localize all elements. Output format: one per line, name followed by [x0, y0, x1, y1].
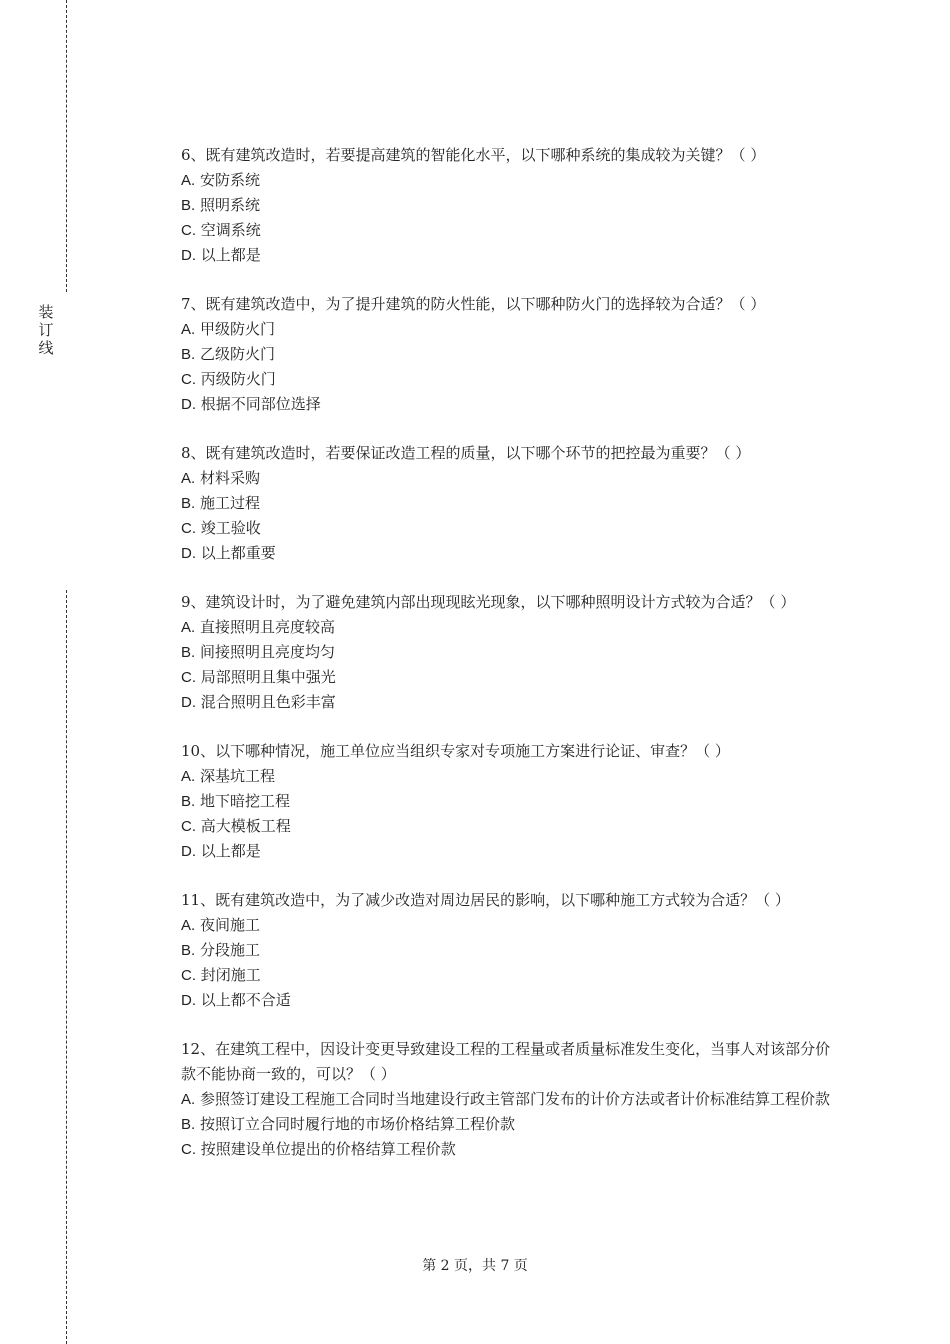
option-letter: C.	[181, 669, 196, 686]
option-text: 施工过程	[199, 494, 260, 512]
option-letter: C.	[181, 520, 196, 537]
option-text: 封闭施工	[200, 966, 261, 984]
question-block	[181, 590, 837, 715]
option-text: 根据不同部位选择	[200, 395, 321, 413]
answer-option	[181, 789, 837, 814]
option-letter: B.	[181, 197, 196, 214]
option-letter: A.	[181, 470, 196, 487]
question-block	[181, 441, 837, 566]
answer-option	[181, 317, 837, 342]
option-letter: B.	[181, 346, 196, 363]
answer-option	[181, 541, 837, 566]
option-text: 空调系统	[200, 221, 261, 239]
option-text: 竣工验收	[200, 519, 261, 537]
binding-label: 装订线	[38, 303, 54, 357]
option-letter: B.	[181, 644, 196, 661]
question-list	[181, 143, 837, 1186]
question-block	[181, 292, 837, 417]
question-stem: 11、既有建筑改造中，为了减少改造对周边居民的影响，以下哪种施工方式较为合适？（ ）	[181, 891, 790, 909]
option-letter: A.	[181, 917, 196, 934]
option-letter: A.	[181, 172, 196, 189]
option-text: 混合照明且色彩丰富	[200, 693, 336, 711]
answer-option	[181, 913, 837, 938]
option-letter: B.	[181, 1116, 196, 1133]
option-text: 按照订立合同时履行地的市场价格结算工程价款	[199, 1115, 515, 1133]
option-text: 局部照明且集中强光	[200, 668, 336, 686]
option-letter: D.	[181, 247, 196, 264]
question-stem: 8、既有建筑改造时，若要保证改造工程的质量，以下哪个环节的把控最为重要？（ ）	[181, 444, 751, 462]
option-letter: A.	[181, 1091, 196, 1108]
option-letter: A.	[181, 321, 196, 338]
option-text: 以上都重要	[200, 544, 276, 562]
option-text: 照明系统	[199, 196, 260, 214]
option-text: 深基坑工程	[199, 767, 275, 785]
option-letter: C.	[181, 371, 196, 388]
option-text: 以上都不合适	[200, 991, 291, 1009]
answer-option	[181, 218, 837, 243]
question-block	[181, 1037, 837, 1162]
option-text: 直接照明且亮度较高	[199, 618, 335, 636]
answer-option	[181, 1112, 837, 1137]
answer-option	[181, 690, 837, 715]
answer-option	[181, 938, 837, 963]
answer-option	[181, 243, 837, 268]
binding-line-bottom	[66, 590, 67, 1344]
answer-option	[181, 342, 837, 367]
answer-option	[181, 1087, 837, 1112]
answer-option	[181, 963, 837, 988]
option-text: 材料采购	[199, 469, 260, 487]
option-letter: D.	[181, 843, 196, 860]
question-block	[181, 143, 837, 268]
question-stem: 9、建筑设计时，为了避免建筑内部出现现眩光现象，以下哪种照明设计方式较为合适？（ ）	[181, 593, 796, 611]
option-text: 夜间施工	[199, 916, 260, 934]
answer-option	[181, 516, 837, 541]
option-text: 地下暗挖工程	[199, 792, 290, 810]
question-stem: 7、既有建筑改造中，为了提升建筑的防火性能，以下哪种防火门的选择较为合适？（ ）	[181, 295, 766, 313]
page-footer: 第 2 页，共 7 页	[422, 1258, 528, 1274]
option-text: 以上都是	[200, 842, 261, 860]
option-letter: A.	[181, 619, 196, 636]
answer-option	[181, 814, 837, 839]
answer-option	[181, 392, 837, 417]
option-letter: B.	[181, 942, 196, 959]
option-letter: C.	[181, 222, 196, 239]
option-text: 丙级防火门	[200, 370, 276, 388]
question-block	[181, 739, 837, 864]
answer-option	[181, 615, 837, 640]
option-text: 分段施工	[199, 941, 260, 959]
option-text: 安防系统	[199, 171, 260, 189]
binding-line-top	[66, 0, 67, 292]
answer-option	[181, 839, 837, 864]
question-block	[181, 888, 837, 1013]
answer-option	[181, 665, 837, 690]
question-stem: 12、在建筑工程中，因设计变更导致建设工程的工程量或者质量标准发生变化，当事人对该部分价款不能协商一致的，可以？（ ）	[181, 1040, 831, 1083]
option-letter: A.	[181, 768, 196, 785]
option-letter: D.	[181, 545, 196, 562]
answer-option	[181, 1137, 837, 1162]
option-text: 参照签订建设工程施工合同时当地建设行政主管部门发布的计价方法或者计价标准结算工程价款	[199, 1090, 830, 1108]
question-stem: 6、既有建筑改造时，若要提高建筑的智能化水平，以下哪种系统的集成较为关键？（ ）	[181, 146, 766, 164]
answer-option	[181, 193, 837, 218]
answer-option	[181, 640, 837, 665]
option-text: 间接照明且亮度均匀	[199, 643, 335, 661]
option-text: 高大模板工程	[200, 817, 291, 835]
option-letter: D.	[181, 992, 196, 1009]
option-text: 乙级防火门	[199, 345, 275, 363]
answer-option	[181, 367, 837, 392]
answer-option	[181, 466, 837, 491]
answer-option	[181, 491, 837, 516]
answer-option	[181, 764, 837, 789]
answer-option	[181, 988, 837, 1013]
option-letter: D.	[181, 396, 196, 413]
option-letter: C.	[181, 967, 196, 984]
option-letter: B.	[181, 793, 196, 810]
option-text: 按照建设单位提出的价格结算工程价款	[200, 1140, 456, 1158]
option-letter: B.	[181, 495, 196, 512]
answer-option	[181, 168, 837, 193]
option-letter: D.	[181, 694, 196, 711]
option-letter: C.	[181, 818, 196, 835]
question-stem: 10、以下哪种情况，施工单位应当组织专家对专项施工方案进行论证、审查？（ ）	[181, 742, 730, 760]
option-letter: C.	[181, 1141, 196, 1158]
option-text: 以上都是	[200, 246, 261, 264]
option-text: 甲级防火门	[199, 320, 275, 338]
